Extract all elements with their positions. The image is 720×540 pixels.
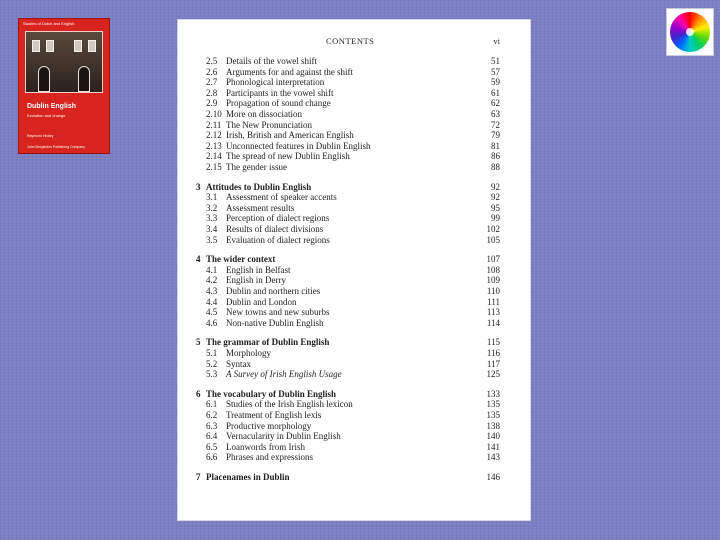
toc-entry-number: 2.11 — [206, 119, 222, 130]
toc-entry-number: 7 — [196, 472, 201, 482]
toc-entry — [178, 151, 530, 161]
facade-window — [32, 40, 40, 52]
toc-entry — [178, 359, 530, 369]
toc-entry-title: Perception of dialect regions — [226, 213, 330, 224]
toc-entry — [178, 265, 530, 275]
toc-entry-page: 95 — [491, 202, 500, 213]
cover-photo — [25, 31, 103, 93]
cover-author: Raymond Hickey — [27, 134, 54, 138]
toc-entry-page: 81 — [491, 140, 500, 151]
toc-chapter-heading — [178, 182, 530, 192]
toc-entry-page: 86 — [491, 151, 500, 162]
toc-entry-title: Propagation of sound change — [226, 98, 331, 109]
toc-entry-page: 61 — [491, 87, 500, 98]
toc-entry — [178, 88, 530, 98]
cover-subtitle: Evolution and change — [27, 113, 66, 118]
toc-entry-number: 6.4 — [206, 431, 218, 442]
cover-series-text: Studies of Dutch and English — [23, 21, 75, 26]
toc-entry-page: 116 — [486, 348, 500, 358]
toc-entry-page: 143 — [486, 452, 500, 463]
toc-entry-title: Treatment of English lexis — [226, 410, 322, 420]
toc-entry-number: 2.13 — [206, 140, 222, 151]
toc-entry-title: Dublin and London — [226, 296, 297, 307]
toc-entry-page: 72 — [491, 119, 500, 130]
toc-entry-page: 108 — [486, 264, 500, 275]
toc-entry-page: 117 — [486, 358, 500, 369]
toc-entry-page: 92 — [491, 192, 500, 203]
toc-entry-page: 146 — [486, 472, 500, 482]
toc-entry-number: 2.10 — [206, 109, 222, 119]
toc-entry — [178, 297, 530, 307]
toc-entry-number: 2.15 — [206, 162, 222, 172]
toc-entry-number: 4.1 — [206, 264, 218, 275]
toc-entry — [178, 431, 530, 441]
toc-entry-title: The New Pronunciation — [226, 119, 312, 130]
toc-entry-page: 111 — [487, 296, 500, 307]
toc-entry-title: Assessment of speaker accents — [226, 192, 337, 203]
toc-entry — [178, 141, 530, 151]
toc-entry-number: 3.1 — [206, 192, 218, 203]
toc-entry-number: 2.6 — [206, 66, 218, 77]
toc-entry-number: 3.3 — [206, 213, 218, 224]
toc-entry-number: 6.6 — [206, 452, 218, 463]
toc-entry-number: 2.9 — [206, 98, 218, 109]
toc-entry-page: 138 — [486, 420, 500, 431]
toc-entry-title: Phrases and expressions — [226, 452, 313, 463]
toc-entry-title: Morphology — [226, 348, 271, 358]
toc-entry-number: 2.7 — [206, 77, 218, 88]
toc-chapter-heading — [178, 389, 530, 399]
contents-page — [178, 20, 530, 520]
toc-entry-title: Unconnected features in Dublin English — [226, 140, 371, 151]
toc-entry-title: The wider context — [206, 254, 276, 265]
toc-entry-title: The vocabulary of Dublin English — [206, 388, 337, 399]
facade-window — [46, 40, 54, 52]
toc-entry-page: 79 — [491, 130, 500, 141]
toc-entry-page: 62 — [491, 98, 500, 109]
page-number: vi — [493, 36, 500, 46]
cover-publisher: John Benjamins Publishing Company — [27, 145, 85, 149]
toc-entry-number: 5.3 — [206, 369, 218, 380]
toc-entry-title: Syntax — [226, 358, 252, 369]
toc-entry-title: The spread of new Dublin English — [226, 151, 350, 162]
toc-entry-title: More on dissociation — [226, 109, 302, 119]
toc-entry — [178, 109, 530, 119]
toc-entry-number: 6.1 — [206, 399, 218, 410]
toc-entry — [178, 56, 530, 66]
toc-entry — [178, 275, 530, 285]
toc-chapter-heading — [178, 337, 530, 347]
contents-heading: CONTENTS — [326, 36, 375, 46]
color-wheel-center — [686, 28, 694, 36]
toc-entry — [178, 399, 530, 409]
toc-entry — [178, 421, 530, 431]
toc-entry-number: 4.5 — [206, 307, 218, 318]
toc-entry — [178, 286, 530, 296]
toc-entry-page: 109 — [486, 275, 500, 286]
toc-entry-page: 102 — [486, 224, 500, 234]
toc-entry-page: 133 — [486, 388, 500, 399]
toc-entry-title: Placenames in Dublin — [206, 472, 290, 482]
toc-entry-page: 63 — [491, 109, 500, 119]
toc-entry-page: 105 — [486, 234, 500, 245]
toc-entry-title: Non-native Dublin English — [226, 317, 324, 328]
toc-entry-title: The grammar of Dublin English — [206, 337, 330, 348]
toc-entry-page: 115 — [486, 337, 500, 348]
toc-chapter-heading — [178, 254, 530, 264]
toc-entry — [178, 318, 530, 328]
toc-entry-number: 2.5 — [206, 56, 218, 66]
toc-entry-title: Evaluation of dialect regions — [226, 234, 330, 245]
toc-entry-page: 113 — [486, 307, 500, 318]
toc-entry-title: Phonological interpretation — [226, 77, 325, 88]
toc-entry-title: Assessment results — [226, 202, 295, 213]
toc-entry-number: 5.2 — [206, 358, 218, 369]
toc-entry — [178, 213, 530, 223]
toc-entry — [178, 162, 530, 172]
toc-entry-page: 135 — [486, 410, 500, 420]
toc-entry-page: 125 — [486, 369, 500, 380]
toc-entry-page: 57 — [491, 66, 500, 77]
toc-entry-page: 114 — [486, 317, 500, 328]
toc-entry-title: Productive morphology — [226, 420, 312, 431]
toc-chapter-heading — [178, 472, 530, 482]
toc-entry-page: 110 — [486, 286, 500, 296]
toc-entry — [178, 452, 530, 462]
page-header — [178, 36, 530, 48]
toc-entry — [178, 224, 530, 234]
toc-entry-page: 140 — [486, 431, 500, 442]
toc-entry-page: 141 — [486, 441, 500, 452]
toc-entry-number: 6.3 — [206, 420, 218, 431]
toc-entry — [178, 120, 530, 130]
toc-entry-number: 3.2 — [206, 202, 218, 213]
toc-entry-title: Attitudes to Dublin English — [206, 181, 312, 192]
toc-entry — [178, 98, 530, 108]
toc-entry — [178, 307, 530, 317]
georgian-door — [38, 66, 50, 92]
toc-entry-number: 4.3 — [206, 286, 218, 296]
facade-window — [74, 40, 82, 52]
toc-entry — [178, 67, 530, 77]
toc-entry-number: 5 — [196, 337, 201, 348]
toc-entry-page: 59 — [491, 77, 500, 88]
toc-entry-title: The gender issue — [226, 162, 287, 172]
georgian-door — [78, 66, 90, 92]
toc-entry-title: Details of the vowel shift — [226, 56, 317, 66]
toc-entry — [178, 203, 530, 213]
toc-entry-number: 6.2 — [206, 410, 218, 420]
facade-window — [88, 40, 96, 52]
toc-entry-number: 6.5 — [206, 441, 218, 452]
toc-entry — [178, 442, 530, 452]
toc-entry-title: Irish, British and American English — [226, 130, 354, 141]
toc-entry-title: Results of dialect divisions — [226, 224, 324, 234]
toc-entry-page: 92 — [491, 181, 500, 192]
toc-entry-page: 51 — [491, 56, 500, 66]
toc-entry-title: A Survey of Irish English Usage — [226, 369, 342, 380]
toc-entry-title: Vernacularity in Dublin English — [226, 431, 341, 442]
toc-entry-number: 4.6 — [206, 317, 218, 328]
toc-entry-page: 107 — [486, 254, 500, 265]
toc-entry-title: Arguments for and against the shift — [226, 66, 354, 77]
toc-entry — [178, 235, 530, 245]
toc-entry-title: English in Belfast — [226, 264, 291, 275]
toc-entry-page: 88 — [491, 162, 500, 172]
toc-entry — [178, 410, 530, 420]
toc-entry-number: 3 — [196, 181, 201, 192]
toc-entry — [178, 192, 530, 202]
toc-entry — [178, 348, 530, 358]
toc-entry — [178, 130, 530, 140]
toc-entry-number: 2.8 — [206, 87, 218, 98]
toc-entry-number: 3.4 — [206, 224, 218, 234]
toc-entry-page: 135 — [486, 399, 500, 410]
toc-entry — [178, 77, 530, 87]
toc-entry-number: 4.2 — [206, 275, 218, 286]
toc-entry-title: Studies of the Irish English lexicon — [226, 399, 353, 410]
book-cover-image — [18, 18, 110, 154]
toc-entry-number: 6 — [196, 388, 201, 399]
toc-entry-title: Loanwords from Irish — [226, 441, 305, 452]
toc-entry-title: New towns and new suburbs — [226, 307, 330, 318]
toc-entry-number: 4 — [196, 254, 201, 265]
toc-entry-number: 5.1 — [206, 348, 218, 358]
toc-entry-title: Participants in the vowel shift — [226, 87, 334, 98]
toc-entry-number: 3.5 — [206, 234, 218, 245]
toc-entry-page: 99 — [491, 213, 500, 224]
toc-entry-title: English in Derry — [226, 275, 286, 286]
toc-entry — [178, 369, 530, 379]
toc-entry-number: 4.4 — [206, 296, 218, 307]
color-wheel-icon[interactable] — [666, 8, 714, 56]
cover-title: Dublin English — [27, 103, 76, 110]
toc-entry-number: 2.14 — [206, 151, 222, 162]
toc-entry-number: 2.12 — [206, 130, 222, 141]
toc-entry-title: Dublin and northern cities — [226, 286, 321, 296]
